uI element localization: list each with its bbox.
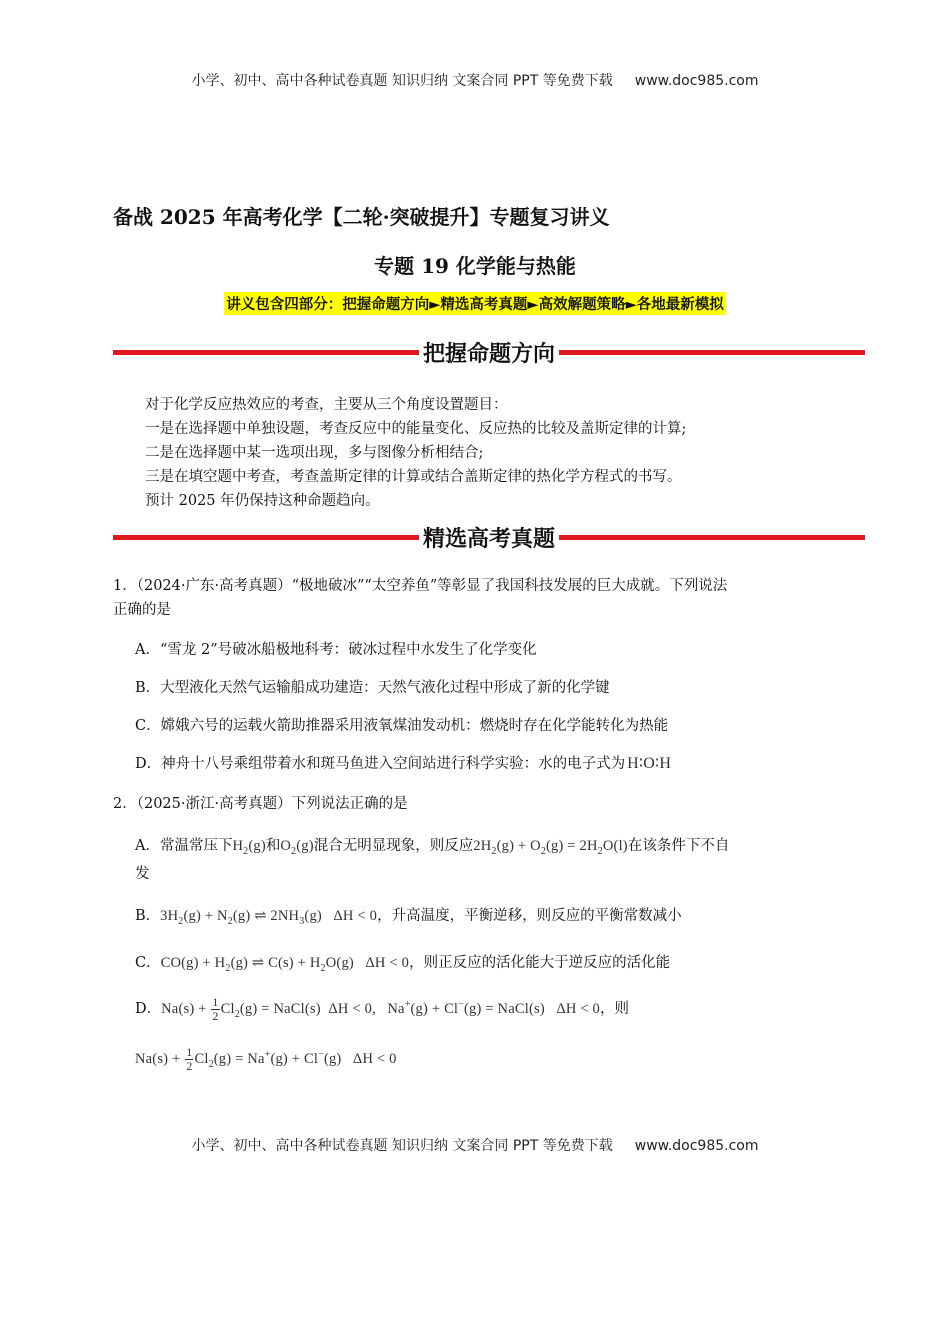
option-b-text: ，升高温度，平衡逆移，则反应的平衡常数减小 bbox=[377, 908, 682, 924]
question-1-stem bbox=[113, 574, 865, 622]
question-1-option-d-text: D．神舟十八号乘组带着水和斑马鱼进入空间站进行科学实验：水的电子式为 bbox=[135, 756, 626, 772]
option-d-text: ，则 bbox=[600, 1000, 630, 1017]
question-2-stem: 2．（2025·浙江·高考真题）下列说法正确的是 bbox=[113, 796, 408, 812]
section-bar-exam bbox=[113, 527, 865, 552]
question-1-option-c: C．嫦娥六号的运载火箭助推器采用液氧煤油发动机：燃烧时存在化学能转化为热能 bbox=[135, 718, 669, 734]
intro-line: 三是在填空题中考查，考查盖斯定律的计算或结合盖斯定律的热化学方程式的书写。 bbox=[145, 469, 682, 485]
section-title-exam: 精选高考真题 bbox=[419, 522, 559, 553]
formula-h2g: $H_2(g)$ bbox=[232, 838, 266, 857]
outline-highlight: 讲义包含四部分：把握命题方向►精选高考真题►高效解题策略►各地最新模拟 bbox=[224, 292, 725, 315]
question-2-option-d bbox=[135, 996, 629, 1023]
page-footer bbox=[0, 1135, 950, 1155]
intro-line: 二是在选择题中某一选项出现，多与图像分析相结合; bbox=[145, 445, 484, 461]
question-1-option-b: B．大型液化天然气运输船成功建造：天然气液化过程中形成了新的化学键 bbox=[135, 680, 610, 696]
fraction-one-half: $\frac{1}{2}$ bbox=[212, 995, 219, 1023]
reaction-ammonia-synthesis: $3H_2(g) + N_2(g)$ ⇌ $2NH_3(g) \Delta H < 0$ bbox=[160, 908, 378, 927]
question-2-option-b bbox=[135, 904, 682, 927]
option-c-label: C． bbox=[135, 955, 161, 971]
sub-title: 专题 19 化学能与热能 bbox=[374, 254, 576, 278]
option-d-label: D． bbox=[135, 1000, 162, 1017]
reaction-water-formation: $2H_2(g) + O_2(g) = 2H_2O(l)$ bbox=[473, 838, 628, 857]
fraction-one-half: $\frac{1}{2}$ bbox=[186, 1045, 193, 1073]
formula-o2g: $O_2(g)$ bbox=[280, 838, 314, 857]
page-header bbox=[0, 70, 950, 90]
footer-url[interactable]: www.doc985.com bbox=[634, 1138, 759, 1154]
reaction-nacl-formation: Na(s) + $\frac{1}{2}$ $Cl_2(g)$ = NaCl(s) ΔH < 0, Na+(g) + Cl−(g) = NaCl(s) ΔH < 0 bbox=[161, 995, 601, 1023]
reaction-nacl-ionization: Na(s) + $\frac{1}{2}$ $Cl_2(g) = Na^+(g) + Cl^-(g) \Delta H < 0$ bbox=[135, 1045, 397, 1073]
question-1-option-a: A．“雪龙 2”号破冰船极地科考：破冰过程中水发生了化学变化 bbox=[135, 642, 537, 658]
intro-block bbox=[145, 393, 686, 513]
reaction-water-gas: $CO(g) + H_2(g)$ ⇌ $C(s) + H_2O(g) \Delta H < 0$ bbox=[160, 955, 410, 974]
option-a-text-pre: A．常温常压下 bbox=[135, 838, 233, 854]
question-2-option-c bbox=[135, 951, 670, 974]
option-a-text-mid: 混合无明显现象，则反应 bbox=[313, 838, 474, 854]
outline-wrap bbox=[0, 292, 950, 315]
intro-line: 一是在选择题中单独设题，考查反应中的能量变化、反应热的比较及盖斯定律的计算; bbox=[145, 421, 687, 437]
section-title-direction: 把握命题方向 bbox=[419, 337, 559, 368]
option-c-text: ，则正反应的活化能大于逆反应的活化能 bbox=[409, 955, 671, 971]
question-1-stem-line2: 正确的是 bbox=[113, 602, 171, 618]
footer-text: 小学、初中、高中各种试卷真题 知识归纳 文案合同 PPT 等免费下载 bbox=[191, 1138, 613, 1154]
option-a-text-and: 和 bbox=[265, 838, 281, 854]
question-1-option-d bbox=[135, 752, 671, 773]
option-a-text-post: 在该条件下不自 bbox=[627, 838, 730, 854]
electron-formula-water: H∶O∶H bbox=[627, 755, 672, 772]
intro-line: 对于化学反应热效应的考查，主要从三个角度设置题目： bbox=[145, 397, 508, 413]
doc-title: 备战 2025 年高考化学【二轮·突破提升】专题复习讲义 bbox=[113, 205, 610, 229]
question-2-option-d-conclusion bbox=[135, 1046, 397, 1073]
question-2-option-a bbox=[135, 834, 729, 857]
question-1-stem-line1: 1．（2024·广东·高考真题）“极地破冰”“太空养鱼”等彰显了我国科技发展的巨大成就。下列说法 bbox=[113, 578, 728, 594]
question-2-option-a-line2: 发 bbox=[135, 866, 150, 882]
section-bar-direction bbox=[113, 342, 865, 367]
header-text: 小学、初中、高中各种试卷真题 知识归纳 文案合同 PPT 等免费下载 bbox=[191, 73, 613, 89]
option-b-label: B． bbox=[135, 908, 161, 924]
header-url[interactable]: www.doc985.com bbox=[634, 73, 759, 89]
intro-line: 预计 2025 年仍保持这种命题趋向。 bbox=[145, 493, 380, 509]
